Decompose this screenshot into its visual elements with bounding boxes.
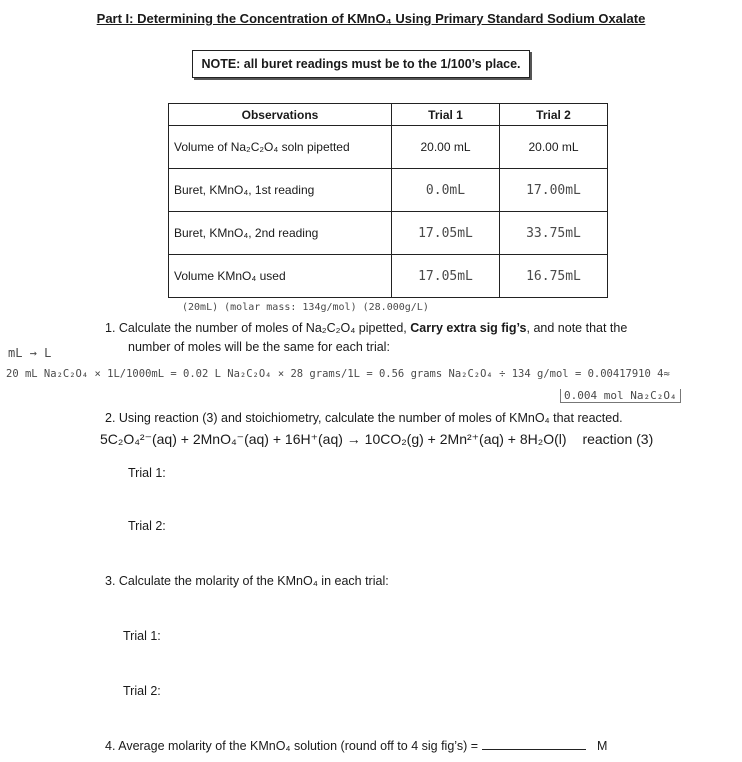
note-box: NOTE: all buret readings must be to the 1/100’s place. xyxy=(192,50,530,78)
table-row xyxy=(169,255,608,298)
trial-2-value: 17.00mL xyxy=(500,169,608,212)
reaction-equation xyxy=(100,431,653,448)
question-4-text: 4. Average molarity of the KMnO₄ solution (round off to 4 sig fig’s) = xyxy=(105,739,479,753)
table-row xyxy=(169,169,608,212)
handwritten-calculation: 20 mL Na₂C₂O₄ × 1L/1000mL = 0.02 L Na₂C₂O₄ × 28 grams/1L = 0.56 grams Na₂C₂O₄ ÷ 134 g/mol = 0.00417910 4≈ xyxy=(6,368,670,380)
answer-blank[interactable] xyxy=(482,749,586,750)
observations-table xyxy=(168,103,608,298)
question-1-text: 1. Calculate the number of moles of Na₂C₂O₄ pipetted, xyxy=(105,321,411,335)
row-label: Volume KMnO₄ used xyxy=(169,255,392,298)
trial-1-value: 17.05mL xyxy=(392,212,500,255)
q2-trial-1-label: Trial 1: xyxy=(128,466,166,480)
page-title: Part I: Determining the Concentration of KMnO₄ Using Primary Standard Sodium Oxalate xyxy=(96,11,646,26)
question-1-line-2: number of moles will be the same for each trial: xyxy=(128,340,390,354)
trial-2-value: 16.75mL xyxy=(500,255,608,298)
question-4 xyxy=(105,739,607,753)
handwritten-given-values: (20mL) (molar mass: 134g/mol) (28.000g/L) xyxy=(182,302,429,313)
trial-1-value: 0.0mL xyxy=(392,169,500,212)
table-header-row xyxy=(169,104,608,126)
q3-trial-2-label: Trial 2: xyxy=(123,684,161,698)
row-label: Buret, KMnO₄, 1st reading xyxy=(169,169,392,212)
handwritten-answer: 0.004 mol Na₂C₂O₄ xyxy=(560,389,681,403)
trial-2-value: 20.00 mL xyxy=(500,126,608,169)
question-3: 3. Calculate the molarity of the KMnO₄ in each trial: xyxy=(105,574,389,588)
equation-label: reaction (3) xyxy=(582,431,654,447)
question-2: 2. Using reaction (3) and stoichiometry, calculate the number of moles of KMnO₄ that reacted. xyxy=(105,411,623,425)
table-row xyxy=(169,212,608,255)
header-observations: Observations xyxy=(169,104,392,126)
question-1-end: , and note that the xyxy=(526,321,628,335)
header-trial-1: Trial 1 xyxy=(392,104,500,126)
answer-unit: M xyxy=(596,739,608,753)
handwritten-margin-note: mL → L xyxy=(8,346,52,360)
question-1-bold: Carry extra sig fig’s xyxy=(410,321,527,335)
trial-1-value: 20.00 mL xyxy=(392,126,500,169)
q3-trial-1-label: Trial 1: xyxy=(123,629,161,643)
row-label: Buret, KMnO₄, 2nd reading xyxy=(169,212,392,255)
equation-text: 5C₂O₄²⁻(aq) + 2MnO₄⁻(aq) + 16H⁺(aq) → 10CO₂(g) + 2Mn²⁺(aq) + 8H₂O(l) xyxy=(100,431,567,447)
question-1 xyxy=(105,321,627,335)
row-label: Volume of Na₂C₂O₄ soln pipetted xyxy=(169,126,392,169)
header-trial-2: Trial 2 xyxy=(500,104,608,126)
trial-2-value: 33.75mL xyxy=(500,212,608,255)
trial-1-value: 17.05mL xyxy=(392,255,500,298)
table-row xyxy=(169,126,608,169)
q2-trial-2-label: Trial 2: xyxy=(128,519,166,533)
